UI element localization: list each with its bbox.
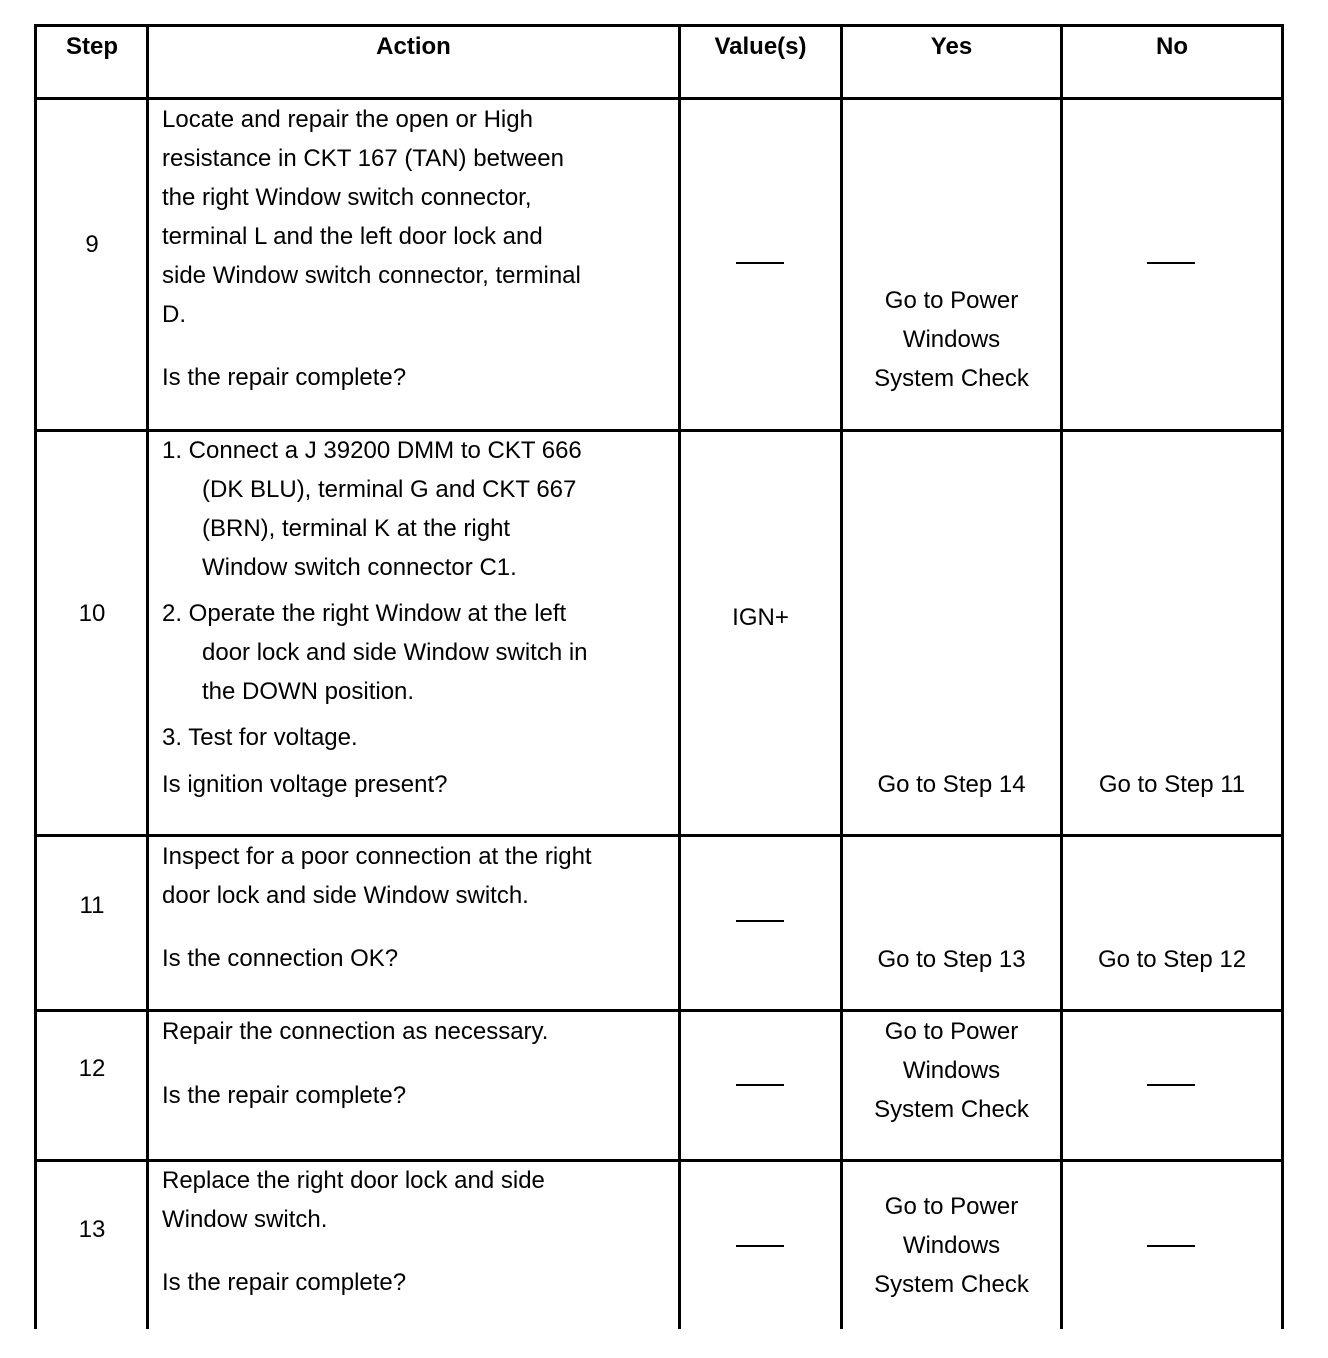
step-number: 9	[85, 231, 99, 258]
diagnostic-table	[34, 24, 1284, 1329]
value-dash	[736, 1245, 784, 1247]
step-number: 10	[78, 600, 106, 627]
action-line: Locate and repair the open or High	[162, 106, 533, 133]
step-number: 12	[78, 1055, 106, 1082]
header-yes: Yes	[930, 33, 973, 60]
action-step-2	[162, 594, 588, 711]
yes-result: Go to Step 14	[877, 771, 1026, 798]
table-border-top	[34, 24, 1284, 27]
header-step: Step	[65, 33, 118, 60]
action-line: Replace the right door lock and side	[162, 1167, 545, 1194]
action-step-3: 3. Test for voltage.	[162, 724, 358, 751]
yes-line: System Check	[874, 365, 1029, 392]
action-line: (DK BLU), terminal G and CKT 667	[202, 476, 577, 503]
value-dash	[736, 920, 784, 922]
action-question: Is ignition voltage present?	[162, 771, 448, 798]
col-divider	[1060, 24, 1063, 1329]
yes-line: Windows	[902, 326, 1001, 353]
action-text	[162, 837, 592, 915]
no-result: Go to Step 12	[1097, 946, 1247, 973]
no-dash	[1147, 1245, 1195, 1247]
action-question: Is the repair complete?	[162, 364, 407, 391]
yes-line: Windows	[902, 1232, 1001, 1259]
action-line: the DOWN position.	[202, 678, 415, 705]
col-divider	[34, 24, 37, 1329]
col-divider	[1281, 24, 1284, 1329]
value-text: IGN+	[732, 604, 789, 631]
header-no: No	[1156, 33, 1188, 60]
no-dash	[1147, 262, 1195, 264]
step-number: 11	[79, 892, 105, 919]
action-line: Window switch connector C1.	[202, 554, 517, 581]
col-divider	[678, 24, 681, 1329]
action-line: terminal L and the left door lock and	[162, 223, 543, 250]
action-question: Is the repair complete?	[162, 1082, 407, 1109]
no-dash	[1147, 1084, 1195, 1086]
yes-line: System Check	[874, 1096, 1029, 1123]
action-step-1	[162, 431, 582, 587]
action-text	[162, 100, 581, 334]
action-line: door lock and side Window switch in	[202, 639, 588, 666]
action-line: resistance in CKT 167 (TAN) between	[162, 145, 564, 172]
action-line: the right Window switch connector,	[162, 184, 532, 211]
action-line: Window switch.	[162, 1206, 328, 1233]
action-text	[162, 1012, 548, 1051]
action-question: Is the repair complete?	[162, 1269, 407, 1296]
yes-line: Go to Power	[884, 287, 1019, 314]
header-action: Action	[376, 33, 451, 60]
header-values: Value(s)	[714, 33, 807, 60]
action-line: D.	[162, 301, 186, 328]
action-line: door lock and side Window switch.	[162, 882, 529, 909]
yes-result	[843, 281, 1060, 398]
yes-line: System Check	[874, 1271, 1029, 1298]
action-line: (BRN), terminal K at the right	[202, 515, 511, 542]
step-number: 13	[78, 1216, 106, 1243]
yes-line: Go to Power	[884, 1018, 1019, 1045]
yes-result	[843, 1187, 1060, 1304]
action-line: side Window switch connector, terminal	[162, 262, 581, 289]
no-result: Go to Step 11	[1098, 771, 1246, 798]
value-dash	[736, 262, 784, 264]
yes-result: Go to Step 13	[877, 946, 1026, 973]
action-line: Repair the connection as necessary.	[162, 1018, 549, 1045]
yes-line: Go to Power	[884, 1193, 1019, 1220]
yes-line: Windows	[902, 1057, 1001, 1084]
action-line: 2. Operate the right Window at the left	[162, 600, 567, 627]
action-line: 1. Connect a J 39200 DMM to CKT 666	[162, 437, 582, 464]
action-question: Is the connection OK?	[162, 945, 399, 972]
action-text	[162, 1161, 545, 1239]
action-line: Inspect for a poor connection at the right	[162, 843, 592, 870]
value-dash	[736, 1084, 784, 1086]
col-divider	[146, 24, 149, 1329]
yes-result	[843, 1012, 1060, 1129]
col-divider	[840, 24, 843, 1329]
